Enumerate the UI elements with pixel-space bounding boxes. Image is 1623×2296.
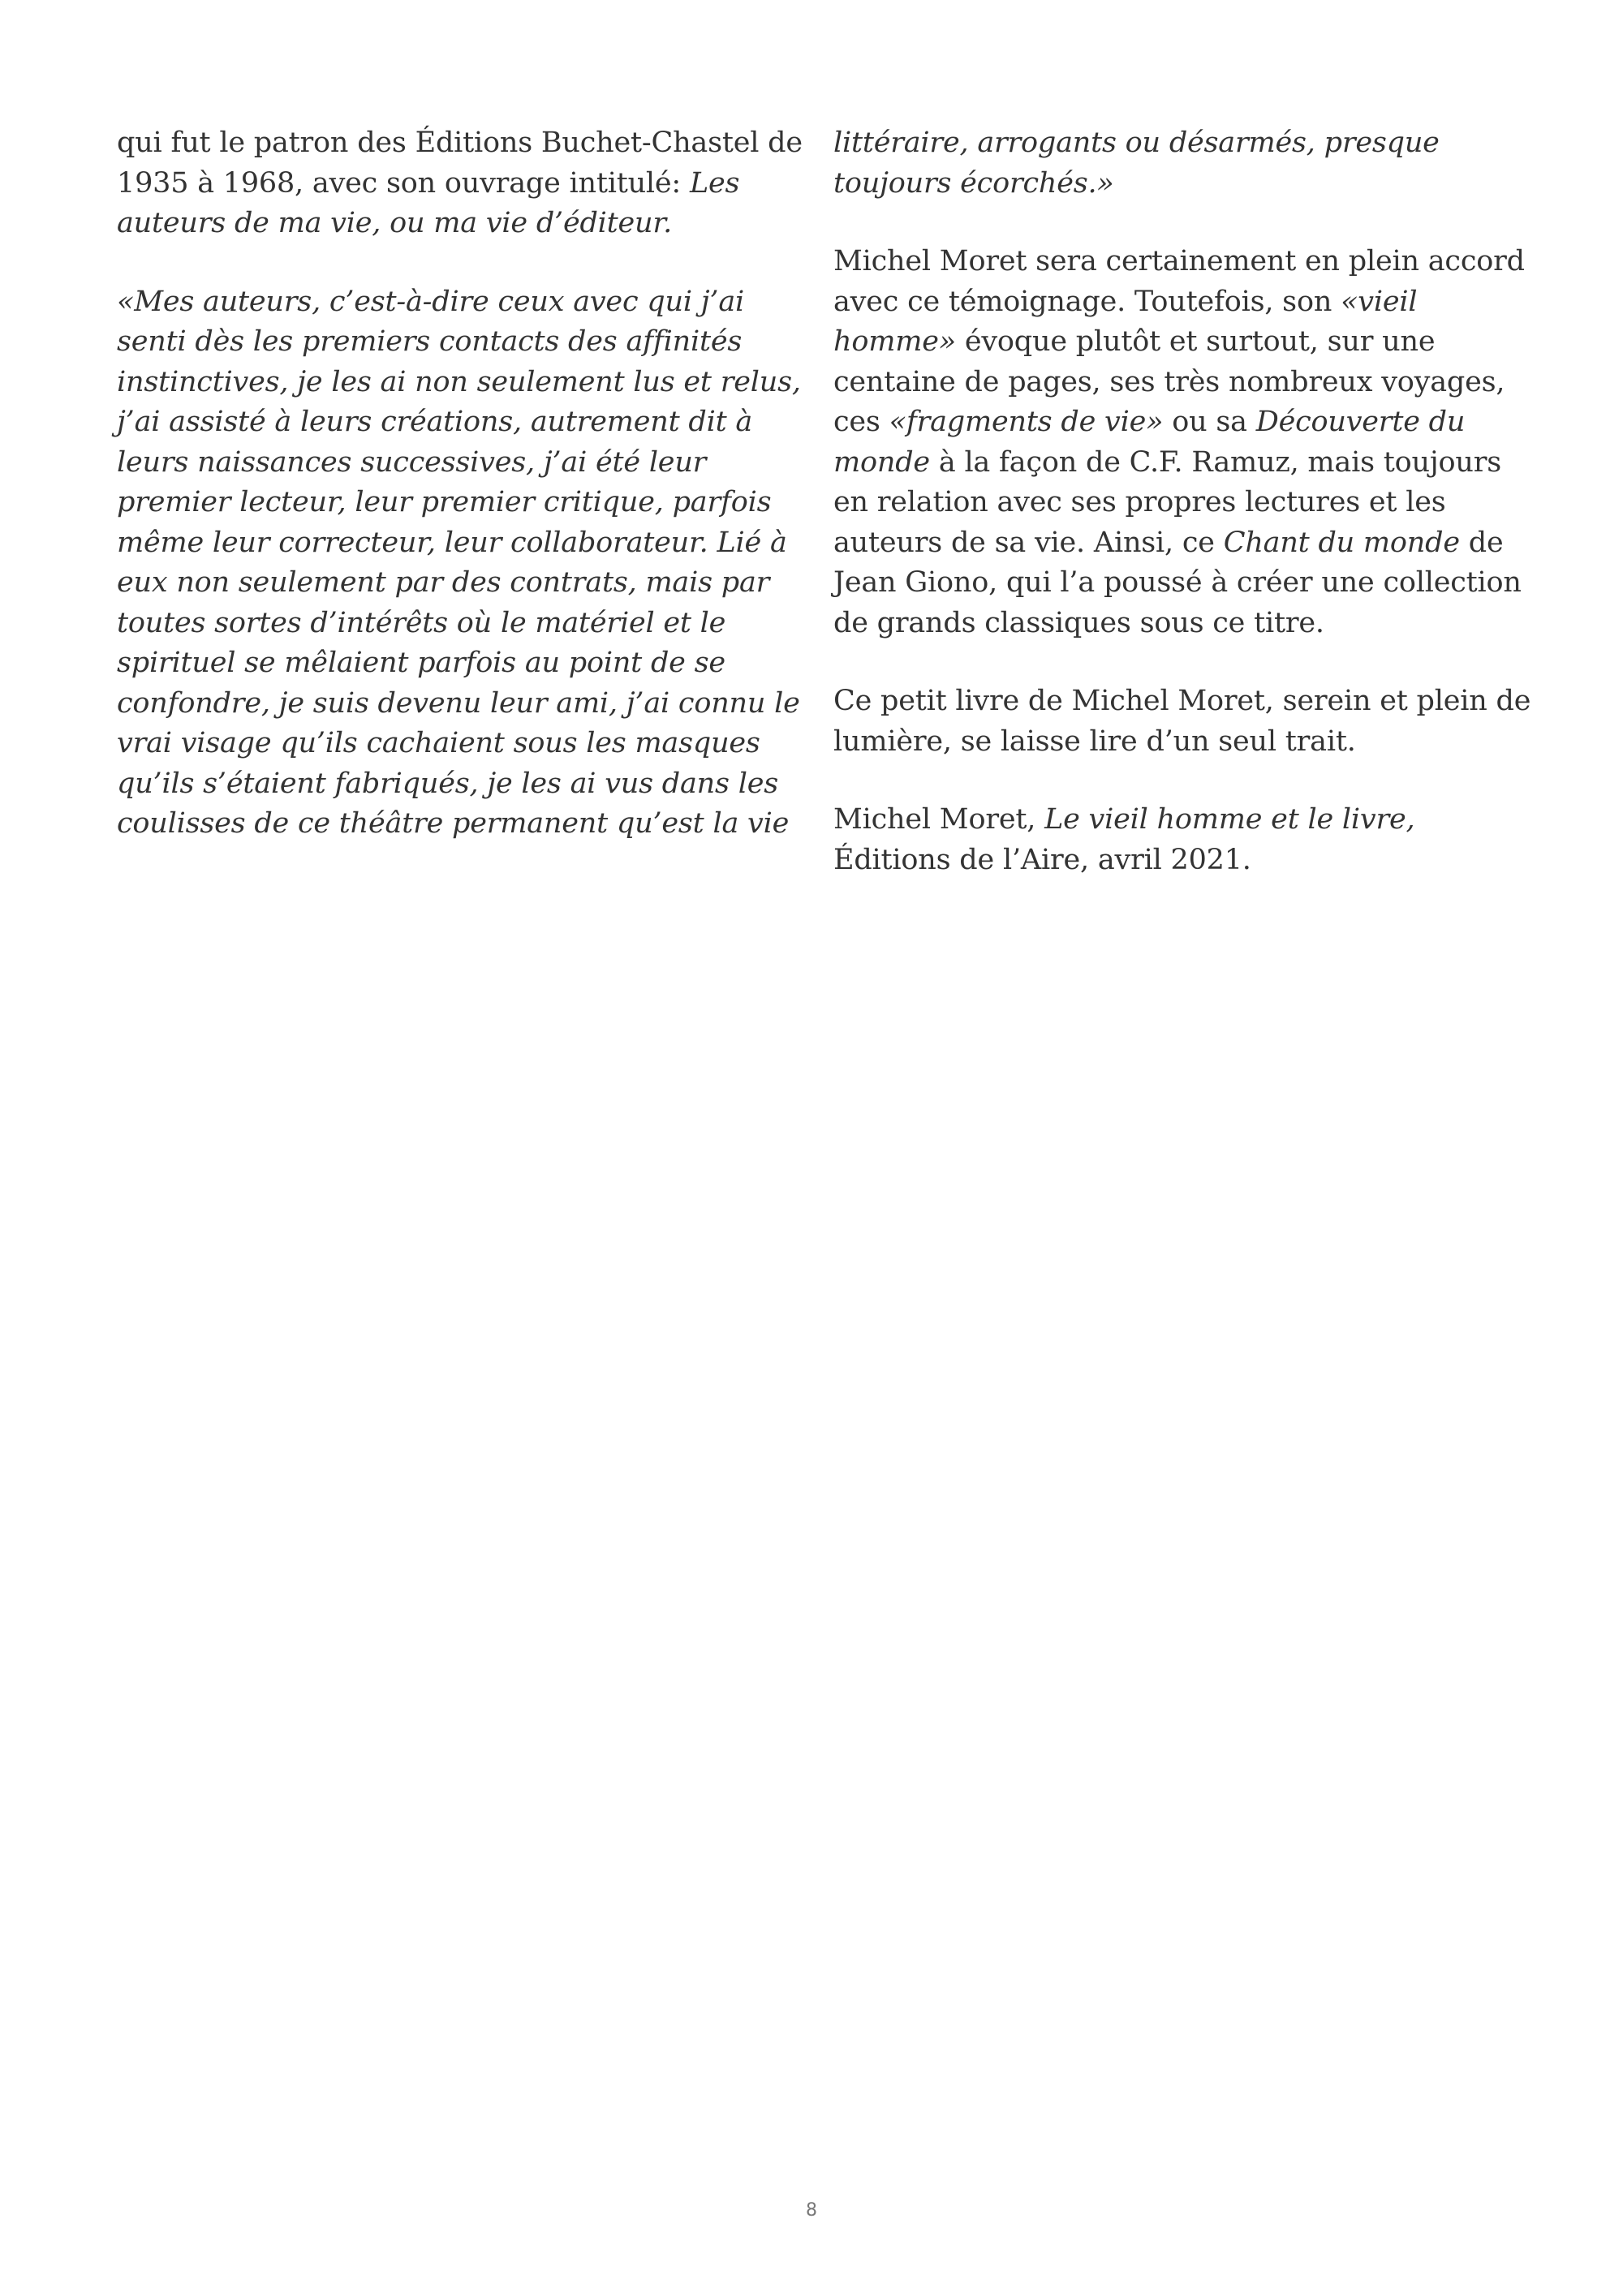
book-title: Découverte du (1255, 406, 1466, 438)
text-line: qui fut le patron des Éditions Buchet-Chastel de (117, 127, 803, 159)
quote-line: confondre, je suis devenu leur ami, j’ai connu le (117, 686, 800, 720)
text-span: ou sa (1163, 406, 1256, 438)
quote-line: «Mes auteurs, c’est-à-dire ceux avec qui j’ai (117, 285, 744, 318)
quote-line: qu’ils s’étaient fabriqués, je les ai vus dans les (117, 767, 778, 800)
book-title: auteurs de ma vie, ou ma vie d’éditeur. (117, 207, 672, 239)
citation-paragraph (833, 800, 1515, 880)
text-line (833, 402, 1515, 443)
quote-line: même leur correcteur, leur collaborateur. Lié à (117, 526, 787, 559)
text-line (833, 282, 1515, 323)
quote-line: j’ai assisté à leurs créations, autrement dit à (117, 406, 753, 438)
quoted-phrase: «vieil (1341, 285, 1418, 318)
book-title: monde (833, 445, 930, 479)
book-title: Les (689, 166, 740, 200)
intro-paragraph (117, 123, 803, 244)
text-line: Ce petit livre de Michel Moret, serein et plein de (833, 685, 1531, 717)
quote-line: instinctives, je les ai non seulement lus et relus, (117, 365, 801, 398)
text-line (833, 443, 1515, 484)
text-line: centaine de pages, ses très nombreux voyages, (833, 365, 1505, 398)
text-span: auteurs de sa vie. Ainsi, ce (833, 526, 1224, 559)
left-column (117, 123, 803, 883)
text-span: 1935 à 1968, avec son ouvrage intitulé: (117, 166, 690, 200)
text-span: à la façon de C.F. Ramuz, mais toujours (929, 445, 1501, 479)
text-line: de grands classiques sous ce titre. (833, 606, 1324, 639)
author-name: Michel Moret, (833, 803, 1045, 836)
text-line: Jean Giono, qui l’a poussé à créer une collection (833, 566, 1522, 599)
quoted-phrase: «fragments de vie» (889, 406, 1164, 438)
quote-line: vrai visage qu’ils cachaient sous les masques (117, 727, 760, 759)
quote-line: toutes sortes d’intérêts où le matériel et le (117, 606, 726, 639)
quote-line: premier lecteur, leur premier critique, parfois (117, 486, 772, 518)
book-title: Le vieil homme et le livre, (1044, 803, 1415, 836)
quote-line: eux non seulement par des contrats, mais par (117, 566, 770, 599)
quote-paragraph (117, 282, 801, 845)
page-number: 8 (806, 2200, 817, 2221)
text-span: ces (833, 406, 889, 438)
body-paragraph (833, 681, 1531, 762)
book-title: Chant du monde (1223, 526, 1460, 559)
text-line (833, 322, 1515, 363)
quote-end-paragraph (833, 123, 1515, 204)
text-line (833, 523, 1515, 564)
publisher-line: Éditions de l’Aire, avril 2021. (833, 843, 1251, 876)
quote-line: spirituel se mêlaient parfois au point de se (117, 647, 725, 679)
text-line (117, 164, 790, 204)
text-line: Michel Moret sera certainement en plein accord (833, 245, 1525, 277)
text-line: lumière, se laisse lire d’un seul trait. (833, 724, 1356, 758)
quote-line: leurs naissances successives, j’ai été leur (117, 445, 707, 479)
text-line (833, 800, 1515, 841)
quote-line: coulisses de ce théâtre permanent qu’est la vie (117, 807, 790, 840)
quoted-phrase: homme» (833, 325, 956, 358)
text-span: évoque plutôt et surtout, sur une (955, 325, 1436, 358)
text-span: avec ce témoignage. Toutefois, son (833, 285, 1341, 318)
body-paragraph (833, 242, 1525, 643)
text-span: de (1459, 526, 1504, 559)
quote-line: littéraire, arrogants ou désarmés, presque (833, 127, 1440, 159)
text-line: en relation avec ses propres lectures et les (833, 486, 1446, 518)
quote-line: toujours écorchés.» (833, 166, 1114, 200)
right-column (833, 123, 1531, 918)
quote-line: senti dès les premiers contacts des affinités (117, 325, 743, 358)
